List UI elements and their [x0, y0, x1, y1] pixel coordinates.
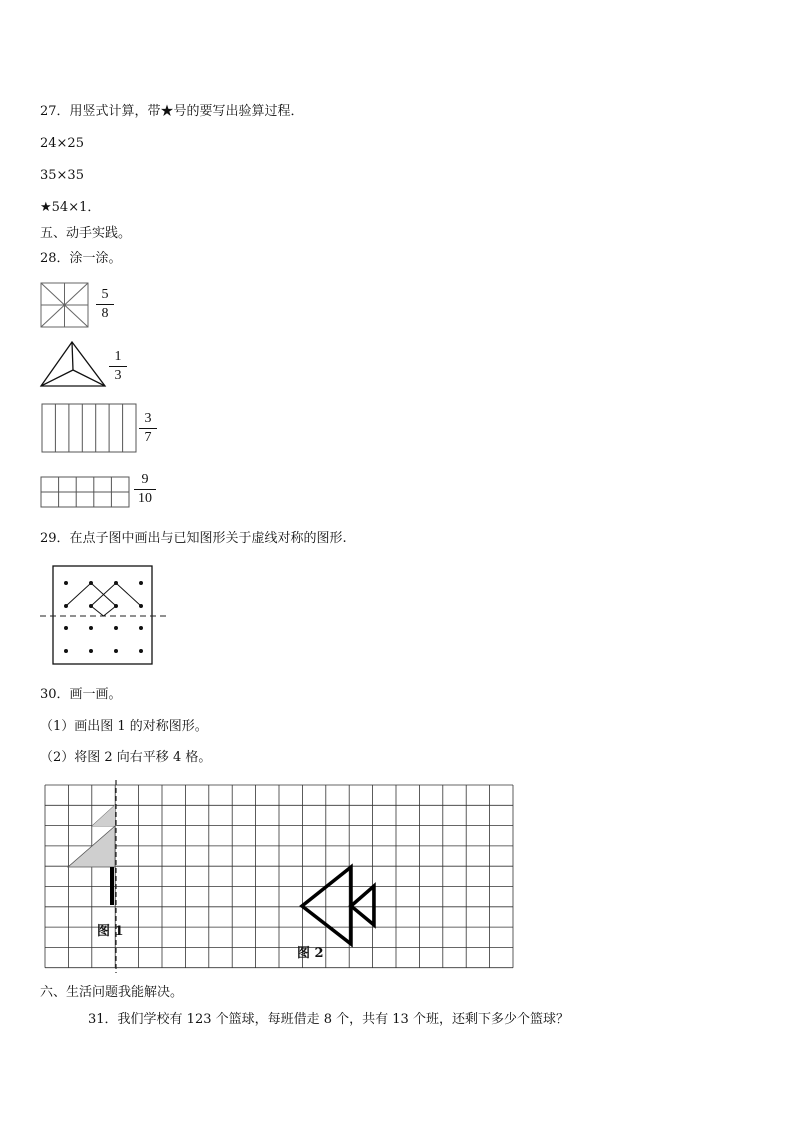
q31-title: 31．我们学校有 123 个篮球，每班借走 8 个，共有 13 个班，还剩下多少个篮球？: [88, 1012, 569, 1027]
q29-title: 29．在点子图中画出与已知图形关于虚线对称的图形.: [40, 531, 347, 546]
fraction-1-3: 1 3: [109, 349, 127, 384]
triangle-thirds-figure: [41, 342, 105, 386]
figure-2-label: 图 2: [297, 946, 324, 961]
q27-item-1: 24×25: [40, 136, 84, 151]
rectangle-sevenths-figure: [42, 404, 136, 452]
figure-1-label: 图 1: [97, 924, 124, 939]
q30-title: 30．画一画。: [40, 687, 122, 702]
q27-item-2: 35×35: [40, 168, 84, 183]
q28-title: 28．涂一涂。: [40, 251, 122, 266]
fraction-3-7: 3 7: [139, 411, 157, 446]
q30-sub2: （2）将图 2 向右平移 4 格。: [40, 750, 212, 765]
dot-grid-figure: [40, 566, 166, 664]
q27-title: 27．用竖式计算，带★号的要写出验算过程．: [40, 104, 304, 119]
rectangle-tenths-figure: [41, 477, 129, 507]
section-6-heading: 六、生活问题我能解决。: [40, 985, 184, 1000]
square-eighths-figure: [41, 283, 88, 327]
q27-item-3: ★54×1．: [40, 200, 101, 215]
fraction-5-8: 5 8: [96, 287, 114, 322]
figure-2-shape: [302, 867, 374, 944]
fraction-9-10: 9 10: [134, 472, 156, 507]
section-5-heading: 五、动手实践。: [40, 226, 132, 241]
q30-sub1: （1）画出图 1 的对称图形。: [40, 719, 208, 734]
